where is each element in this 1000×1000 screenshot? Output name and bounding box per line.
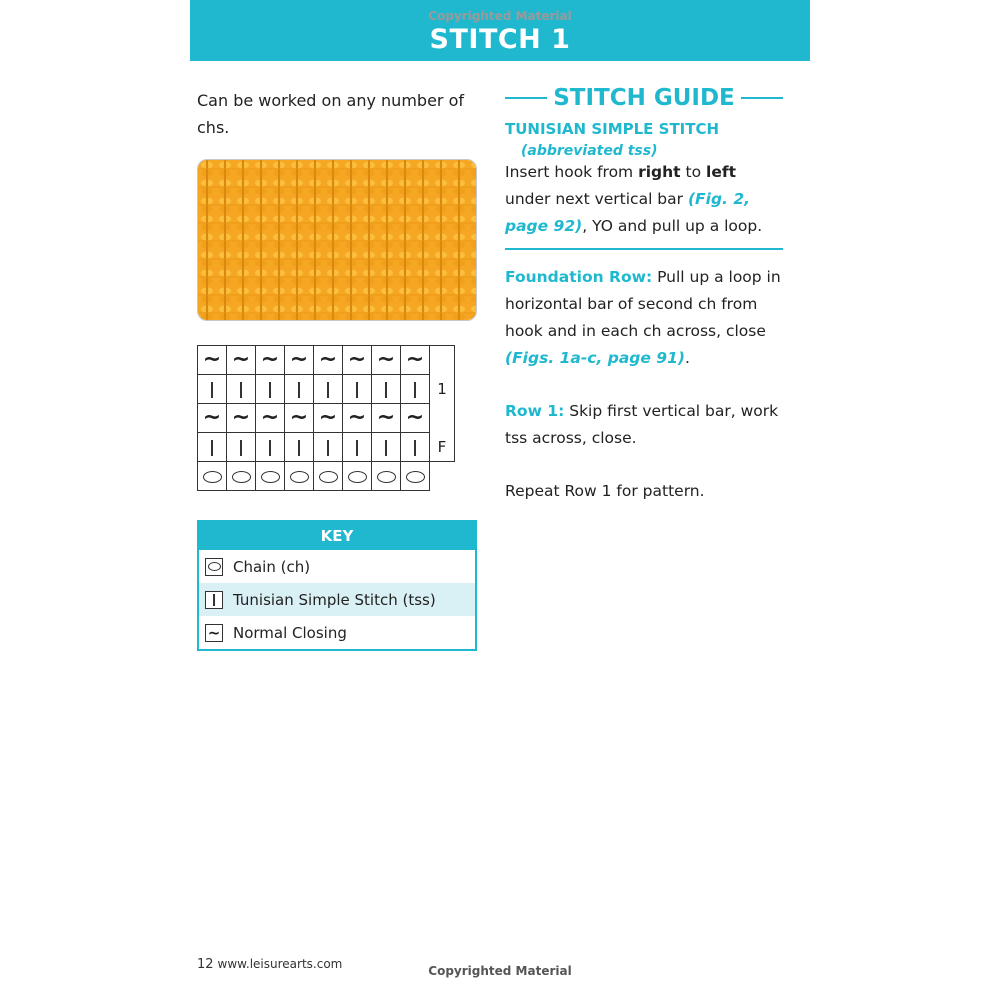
- chart-cell: [401, 375, 430, 404]
- chart-cell: [401, 433, 430, 462]
- stitch-swatch-photo: [197, 159, 477, 321]
- key-item-chain: [199, 550, 475, 583]
- chart-cell: [372, 404, 401, 433]
- figure-reference: (Fig. 2, page 92): [505, 190, 750, 235]
- oval-icon: [377, 471, 396, 483]
- chart-row-label: [430, 462, 455, 491]
- tilde-icon: ~: [231, 347, 251, 372]
- chart-cell: [256, 404, 285, 433]
- chart-cell: [256, 346, 285, 375]
- copyright-footer: Copyrighted Material: [428, 964, 572, 978]
- instr-right: right: [638, 163, 681, 181]
- vertical-bar-icon: [414, 440, 416, 456]
- chart-cell: [227, 346, 256, 375]
- chart-cell: [343, 404, 372, 433]
- vertical-bar-icon: [240, 440, 242, 456]
- vertical-bar-icon: [385, 440, 387, 456]
- oval-icon: [290, 471, 309, 483]
- vertical-bar-icon: [327, 440, 329, 456]
- tilde-icon: ~: [231, 405, 251, 430]
- key-title: KEY: [199, 522, 475, 550]
- guide-title: STITCH GUIDE: [553, 85, 735, 111]
- oval-icon: [203, 471, 222, 483]
- instr-text: under next vertical bar: [505, 190, 688, 208]
- chart-row: [198, 346, 455, 375]
- intro-text: Can be worked on any number of chs.: [197, 91, 464, 137]
- oval-icon: [319, 471, 338, 483]
- repeat-note: Repeat Row 1 for pattern.: [505, 482, 705, 500]
- oval-icon: [232, 471, 251, 483]
- foundation-row: [505, 264, 783, 372]
- heading-rule-right: [741, 97, 783, 99]
- vertical-bar-icon: [269, 440, 271, 456]
- figure-reference: (Figs. 1a-c, page 91): [505, 349, 685, 367]
- tilde-icon: ~: [202, 405, 222, 430]
- tilde-icon: ~: [260, 405, 280, 430]
- foundation-end: .: [684, 349, 690, 367]
- chart-cell: [372, 346, 401, 375]
- row1-text: Skip first vertical bar, work tss across, close.: [505, 402, 779, 447]
- chart-cell: [198, 462, 227, 491]
- chart-cell: [285, 404, 314, 433]
- chart-row-label: [430, 404, 455, 433]
- chart-cell: [401, 462, 430, 491]
- heading-rule-left: [505, 97, 547, 99]
- key-item-label: Tunisian Simple Stitch (tss): [233, 590, 436, 609]
- chart-row: [198, 462, 455, 491]
- instr-text: Insert hook from: [505, 163, 639, 181]
- chart-cell: [343, 462, 372, 491]
- vertical-bar-icon: [327, 382, 329, 398]
- key-item-label: Normal Closing: [233, 623, 347, 642]
- tilde-icon: ~: [347, 347, 367, 372]
- chart-row: [198, 375, 455, 404]
- guide-abbreviation: (abbreviated tss): [521, 143, 658, 159]
- chart-cell: [285, 375, 314, 404]
- vertical-bar-icon: [356, 382, 358, 398]
- chart-cell: [372, 375, 401, 404]
- tilde-icon: ~: [202, 347, 222, 372]
- tilde-icon: ~: [347, 405, 367, 430]
- chart-cell: [401, 404, 430, 433]
- vertical-bar-icon: [298, 382, 300, 398]
- guide-heading: [505, 82, 783, 114]
- guide-subtitle: TUNISIAN SIMPLE STITCH: [505, 120, 720, 138]
- key-item-tss: [199, 583, 475, 616]
- row1-label: Row 1:: [505, 402, 565, 420]
- chart-cell: [343, 346, 372, 375]
- vertical-bar-icon: [240, 382, 242, 398]
- chart-cell: [256, 375, 285, 404]
- chart-row: [198, 433, 455, 462]
- chart-cell: [198, 375, 227, 404]
- chart-cell: [285, 462, 314, 491]
- chart-cell: [227, 375, 256, 404]
- chart-cell: [198, 433, 227, 462]
- chart-cell: [227, 433, 256, 462]
- instr-text: to: [680, 163, 706, 181]
- chart-row: [198, 404, 455, 433]
- tilde-icon: ~: [318, 347, 338, 372]
- oval-icon: [261, 471, 280, 483]
- tilde-icon: ~: [289, 347, 309, 372]
- chart-cell: [256, 462, 285, 491]
- foundation-label: Foundation Row:: [505, 268, 653, 286]
- oval-icon: [205, 558, 223, 576]
- vertical-bar-icon: [205, 591, 223, 609]
- page-number: 12: [197, 957, 214, 972]
- chart-cell: [314, 346, 343, 375]
- vertical-bar-icon: [385, 382, 387, 398]
- key-item-label: Chain (ch): [233, 557, 311, 576]
- vertical-bar-icon: [269, 382, 271, 398]
- watermark: Copyrighted Material: [428, 9, 572, 23]
- tilde-icon: ~: [405, 347, 425, 372]
- row-1: [505, 398, 783, 452]
- instr-text: , YO and pull up a loop.: [582, 217, 763, 235]
- chart-cell: [314, 375, 343, 404]
- tilde-icon: ~: [405, 405, 425, 430]
- chart-cell: [372, 462, 401, 491]
- chart-cell: [343, 375, 372, 404]
- chart-cell: [285, 346, 314, 375]
- chart-row-label: [430, 346, 455, 375]
- site-url: www.leisurearts.com: [217, 957, 343, 971]
- tss-instructions: [505, 159, 783, 240]
- chart-cell: [256, 433, 285, 462]
- chart-cell: [198, 404, 227, 433]
- tilde-icon: ~: [318, 405, 338, 430]
- chart-cell: [285, 433, 314, 462]
- foundation-text: Pull up a loop in horizontal bar of second ch from hook and in each ch across, close: [505, 268, 781, 340]
- stitch-guide: [505, 82, 783, 505]
- tilde-icon: ~: [289, 405, 309, 430]
- chart-cell: [343, 433, 372, 462]
- vertical-bar-icon: [414, 382, 416, 398]
- chart-cell: [314, 462, 343, 491]
- instr-left: left: [706, 163, 736, 181]
- page-header: [190, 0, 810, 61]
- tilde-icon: ~: [260, 347, 280, 372]
- stitch-chart: [197, 345, 455, 491]
- key-box: [197, 520, 477, 651]
- divider: [505, 248, 783, 250]
- chart-cell: [372, 433, 401, 462]
- chart-cell: [198, 346, 227, 375]
- vertical-bar-icon: [211, 440, 213, 456]
- vertical-bar-icon: [356, 440, 358, 456]
- tilde-icon: ~: [376, 405, 396, 430]
- page-title: STITCH 1: [429, 24, 571, 55]
- chart-cell: [314, 404, 343, 433]
- tilde-icon: ~: [376, 347, 396, 372]
- chart-cell: [401, 346, 430, 375]
- chart-row-label: F: [430, 433, 455, 462]
- chart-row-label: 1: [430, 375, 455, 404]
- vertical-bar-icon: [211, 382, 213, 398]
- chart-cell: [227, 404, 256, 433]
- chart-cell: [227, 462, 256, 491]
- key-item-closing: [199, 616, 475, 649]
- oval-icon: [406, 471, 425, 483]
- oval-icon: [348, 471, 367, 483]
- vertical-bar-icon: [298, 440, 300, 456]
- chart-cell: [314, 433, 343, 462]
- tilde-icon: ~: [205, 624, 223, 642]
